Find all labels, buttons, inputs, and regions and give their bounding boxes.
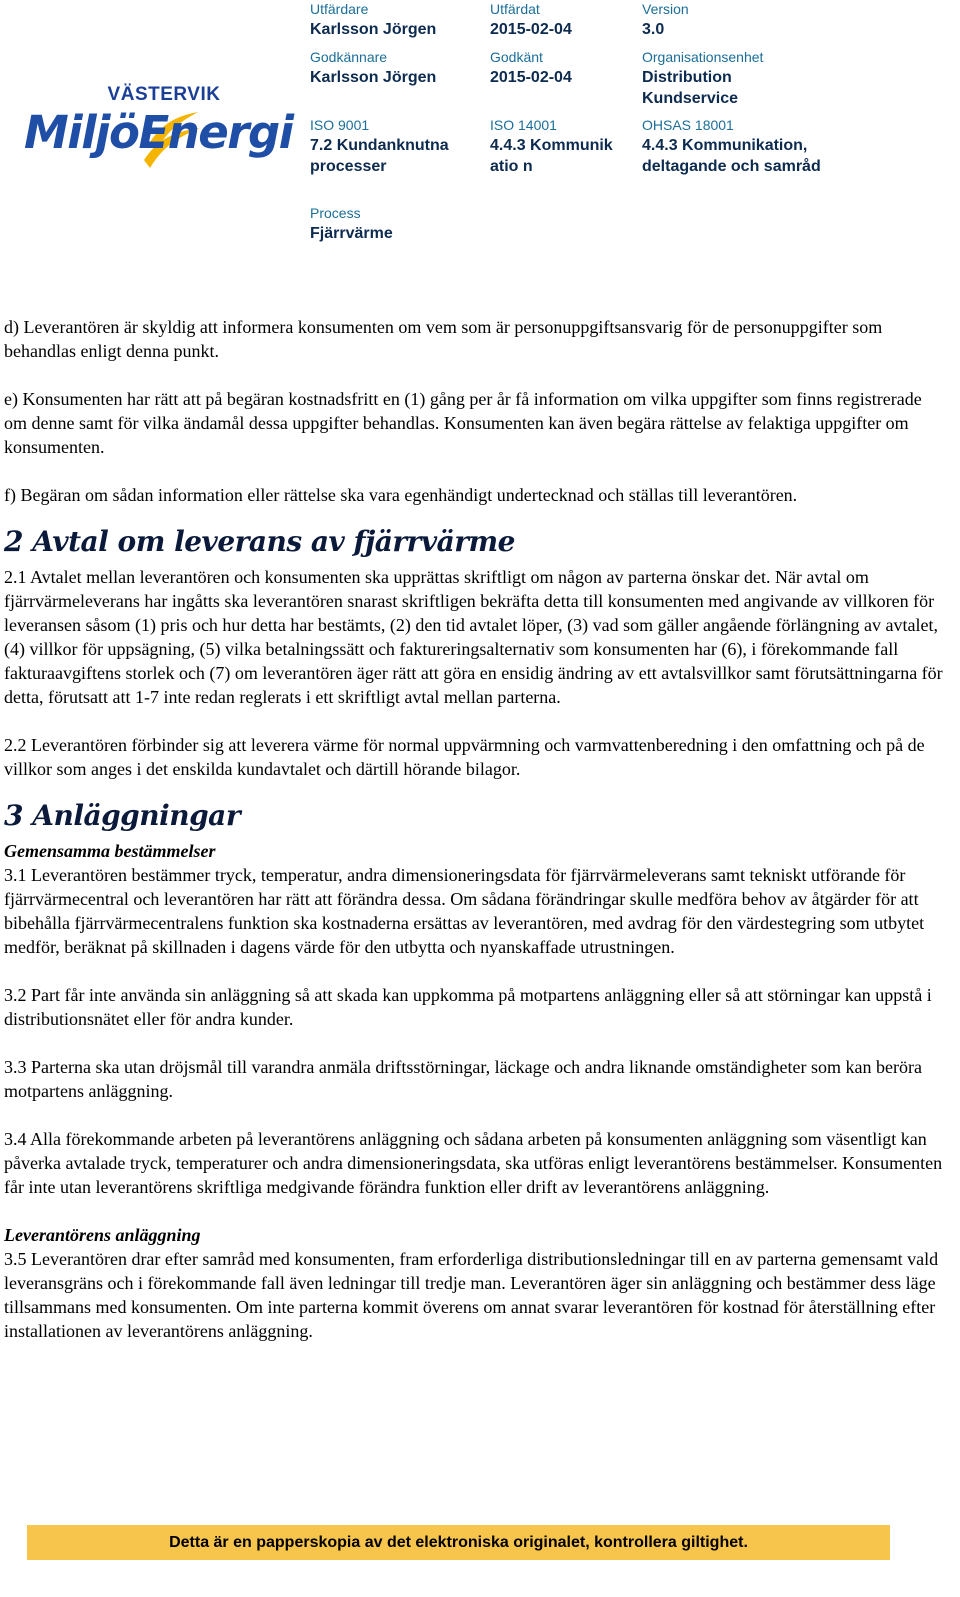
iso9001-value: 7.2 Kundanknutna processer [310, 137, 449, 175]
subheading-common: Gemensamma bestämmelser [4, 841, 216, 861]
paragraph-e: e) Konsumenten har rätt att på begäran kostnadsfritt en (1) gång per år få information om vilka uppgifter som finns registrerade om denne samt för vilka ändamål dessa uppgifter behandlas. Konsumenten kan även begära rättelse av felaktiga uppgifter om konsumenten. [4, 389, 922, 457]
paragraph-3-2: 3.2 Part får inte använda sin anläggning så att skada kan uppkomma på motpartens anläggning eller så att störningar kan uppstå i distributionsnätet eller för andra kunder. [4, 985, 932, 1029]
section-heading-2: 2 Avtal om leverans av fjärrvärme [4, 525, 515, 558]
godkannare-label: Godkännare [310, 49, 388, 65]
godkannare-value: Karlsson Jörgen [310, 69, 437, 86]
paragraph-2-2: 2.2 Leverantören förbinder sig att leverera värme för normal uppvärmning och varmvattenberedning i den omfattning och på de villkor som anges i det enskilda kundavtalet och därtill hörande bilagor. [4, 735, 925, 779]
org-value: Distribution Kundservice [642, 69, 739, 107]
paper-copy-notice: Detta är en papperskopia av det elektroniska originalet, kontrollera giltighet. [27, 1525, 890, 1560]
iso9001-label: ISO 9001 [310, 117, 370, 133]
iso14001-value: 4.4.3 Kommunikatio n [490, 137, 613, 175]
document-body [4, 315, 944, 1343]
company-logo [24, 84, 306, 184]
paragraph-3-4: 3.4 Alla förekommande arbeten på leverantörens anläggning och sådana arbeten på konsumenten anläggning som väsentligt kan påverka avtalade tryck, temperaturer och andra dimensioneringsdata, ska utföras enligt leverantörens bestämmelser. Konsumenten får inte utan leverantörens skriftliga medgivande förändra funktion eller drift av leverantörens anläggning. [4, 1129, 943, 1197]
org-label: Organisationsenhet [642, 49, 764, 65]
process-label: Process [310, 205, 361, 221]
paragraph-d: d) Leverantören är skyldig att informera konsumenten om vem som är personuppgiftsansvarig för de personuppgifter som behandlas enligt denna punkt. [4, 317, 883, 361]
version-value: 3.0 [642, 21, 665, 38]
version-label: Version [642, 1, 689, 17]
paragraph-2-1: 2.1 Avtalet mellan leverantören och konsumenten ska upprättas skriftligt om någon av parterna önskar det. När avtal om fjärrvärmeleverans har ingåtts ska leverantören snarast skriftligen bekräfta detta till konsumenten med angivande av villkoren för leveransen såsom (1) pris och hur detta har bestämts, (2) den tid avtalet löper, (3) vad som gäller angående förlängning av avtalet, (4) villkor för uppsägning, (5) vilka betalningssätt och faktureringsalternativ som konsumenten har (6), i förekommande fall fakturaavgiftens storlek och (7) om leverantören äger rätt att göra en ensidig ändring av ett avtalsvillkor samt förutsättningarna för detta, förutsatt att 1-7 inte redan reglerats i ett skriftligt avtal mellan parterna. [4, 567, 943, 707]
godkant-value: 2015-02-04 [490, 69, 572, 86]
godkant-label: Godkänt [490, 49, 543, 65]
paragraph-f: f) Begäran om sådan information eller rättelse ska vara egenhändigt undertecknad och ställas till leverantören. [4, 485, 798, 505]
paragraph-3-1: 3.1 Leverantören bestämmer tryck, temperatur, andra dimensioneringsdata för fjärrvärmeleverans samt tekniskt utförande för fjärrvärmecentral och leverantören har rätt att förändra dessa. Om sådana förändringar skulle medföra behov av åtgärder för att bibehålla fjärrvärmecentralens funktion ska kostnaderna ersättas av leverantören, med avdrag för den värdestegring som utbytet medför, beräknat på skillnaden i dagens värde för den utbytta och nyanskaffade utrustningen. [4, 865, 925, 957]
utfardat-label: Utfärdat [490, 1, 540, 17]
ohsas-value: 4.4.3 Kommunikation, deltagande och samråd [642, 137, 821, 175]
ohsas-label: OHSAS 18001 [642, 117, 734, 133]
utfardare-value: Karlsson Jörgen [310, 21, 437, 38]
utfardare-label: Utfärdare [310, 1, 369, 17]
logo-top-text: VÄSTERVIK [107, 84, 221, 105]
subheading-supplier: Leverantörens anläggning [4, 1225, 201, 1245]
utfardat-value: 2015-02-04 [490, 21, 572, 38]
section-heading-3: 3 Anläggningar [4, 799, 241, 832]
process-value: Fjärrvärme [310, 225, 393, 242]
paragraph-3-3: 3.3 Parterna ska utan dröjsmål till varandra anmäla driftsstörningar, läckage och andra liknande omständigheter som kan beröra motpartens anläggning. [4, 1057, 922, 1101]
paragraph-3-5: 3.5 Leverantören drar efter samråd med konsumenten, fram erforderliga distributionsledningar till en av parterna gemensamt vald leveransgräns och i förekommande fall även ledningar till tredje man. Leverantören äger sin anläggning och bestämmer dess läge tillsammans med konsumenten. Om inte parterna kommit överens om annat svarar leverantören för kostnad för återställning efter installationen av leverantörens anläggning. [4, 1249, 939, 1341]
iso14001-label: ISO 14001 [490, 117, 557, 133]
logo-main-text: MiljöEnergi [24, 106, 293, 159]
